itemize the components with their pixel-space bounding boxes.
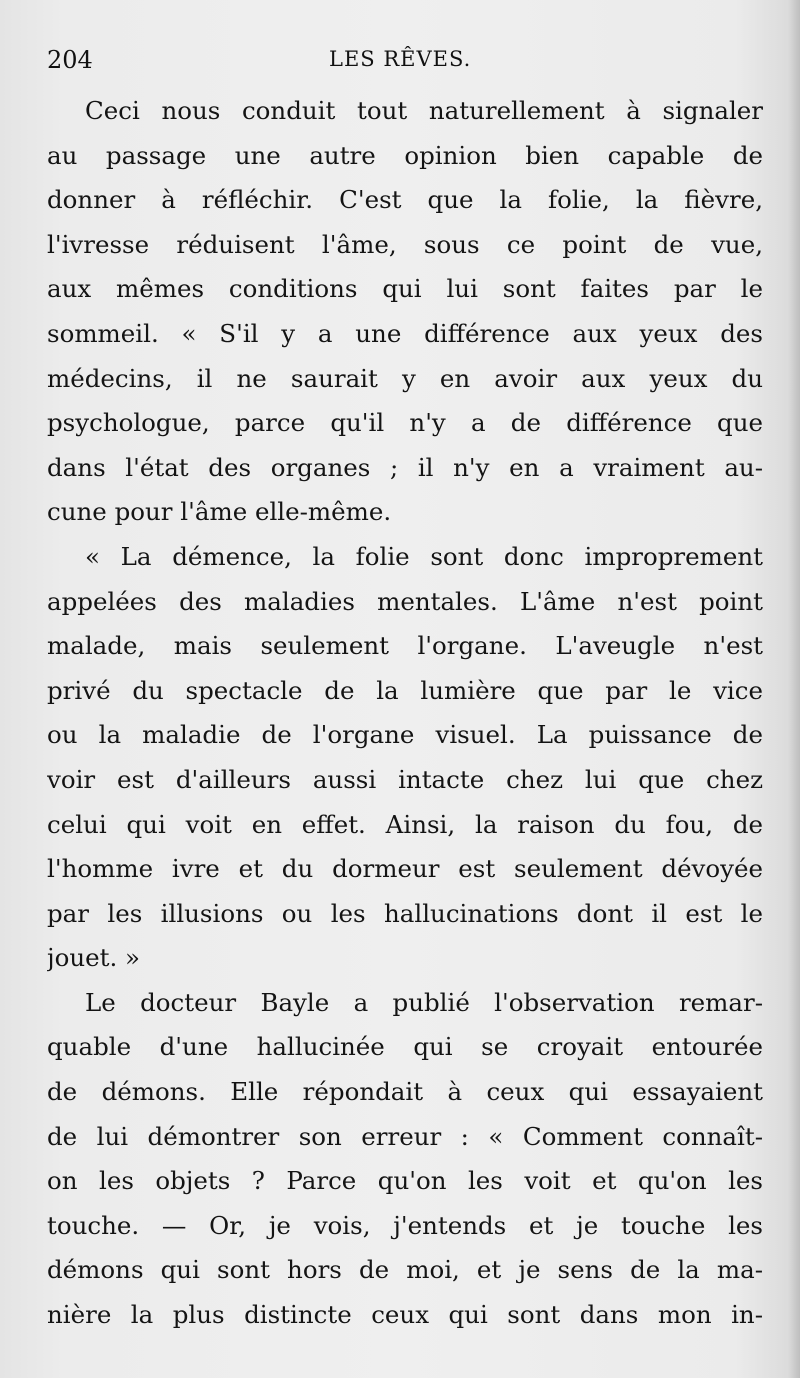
text-line: touche. — Or, je vois, j'entends et je touche les [47, 1210, 763, 1240]
text-line: l'ivresse réduisent l'âme, sous ce point de vue, [47, 229, 763, 259]
text-line: jouet. » [47, 943, 141, 973]
text-line: ou la maladie de l'organe visuel. La puissance de [47, 720, 763, 750]
text-line: au passage une autre opinion bien capable de [47, 140, 763, 170]
text-line: l'homme ivre et du dormeur est seulement dévoyée [47, 854, 763, 884]
text-line: privé du spectacle de la lumière que par le vice [47, 675, 763, 705]
text-line: celui qui voit en effet. Ainsi, la raison du fou, de [47, 809, 763, 839]
running-title: LES RÊVES. [329, 47, 472, 71]
text-line: dans l'état des organes ; il n'y en a vraiment au- [47, 452, 763, 482]
text-line: Ceci nous conduit tout naturellement à signaler [85, 96, 763, 125]
text-line: « La démence, la folie sont donc improprement [85, 541, 763, 571]
text-line: psychologue, parce qu'il n'y a de différence que [47, 408, 763, 438]
page-number: 204 [47, 46, 93, 74]
text-line: de démons. Elle répondait à ceux qui essayaient [47, 1077, 763, 1107]
text-line: Le docteur Bayle a publié l'observation remar- [85, 987, 763, 1017]
text-line: malade, mais seulement l'organe. L'aveugle n'est [47, 631, 763, 661]
body-text [47, 89, 763, 1338]
text-line: appelées des maladies mentales. L'âme n'est point [47, 586, 763, 616]
text-line: démons qui sont hors de moi, et je sens de la ma- [47, 1255, 763, 1285]
page-edge-shadow [788, 0, 800, 1378]
text-line: sommeil. « S'il y a une différence aux yeux des [47, 318, 763, 348]
page-header [47, 40, 762, 80]
text-line: quable d'une hallucinée qui se croyait entourée [47, 1032, 763, 1062]
text-line: voir est d'ailleurs aussi intacte chez lui que chez [47, 764, 763, 794]
text-line: donner à réfléchir. C'est que la folie, la fièvre, [47, 185, 763, 215]
text-line: nière la plus distincte ceux qui sont dans mon in- [47, 1300, 763, 1330]
text-line: aux mêmes conditions qui lui sont faites par le [47, 274, 763, 304]
text-line: de lui démontrer son erreur : « Comment connaît- [47, 1121, 763, 1151]
text-line: cune pour l'âme elle-même. [47, 497, 392, 527]
text-line: on les objets ? Parce qu'on les voit et qu'on les [47, 1166, 763, 1196]
text-line: par les illusions ou les hallucinations dont il est le [47, 898, 763, 928]
text-line: médecins, il ne saurait y en avoir aux yeux du [47, 363, 763, 393]
